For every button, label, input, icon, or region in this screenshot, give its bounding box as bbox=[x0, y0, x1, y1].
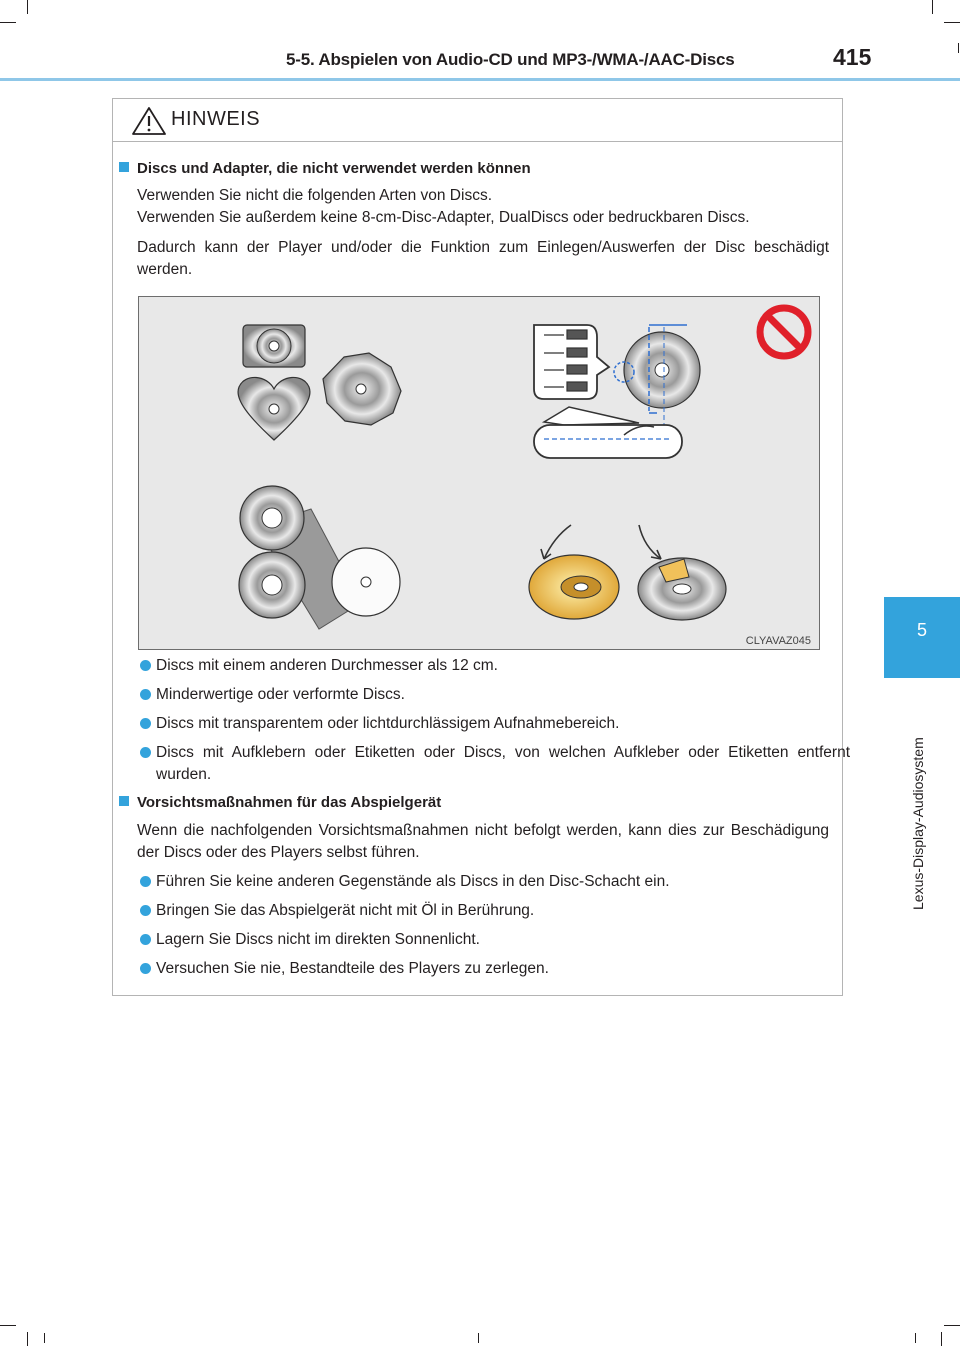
section-heading-text: Vorsichtsmaßnahmen für das Abspielgerät bbox=[137, 794, 442, 811]
list-item bbox=[140, 742, 850, 786]
crop-mark bbox=[0, 1325, 16, 1326]
disc-illustration-graphic bbox=[139, 297, 819, 649]
bullet-dot-icon bbox=[140, 876, 151, 887]
section-heading bbox=[118, 160, 531, 177]
list-item bbox=[140, 713, 850, 735]
crop-mark bbox=[958, 43, 959, 53]
crop-mark bbox=[44, 1333, 45, 1343]
paragraph: Verwenden Sie nicht die folgenden Arten von Discs. bbox=[137, 187, 493, 204]
section-heading bbox=[118, 794, 441, 811]
section-heading-text: Discs und Adapter, die nicht verwendet werden können bbox=[137, 160, 531, 177]
bullet-dot-icon bbox=[140, 963, 151, 974]
list-item bbox=[140, 900, 850, 922]
paragraph: Verwenden Sie außerdem keine 8-cm-Disc-Adapter, DualDiscs oder bedruckbaren Discs. bbox=[137, 209, 750, 226]
chapter-title: Lexus-Display-Audiosystem bbox=[910, 737, 926, 910]
list-item-text: Lagern Sie Discs nicht im direkten Sonnenlicht. bbox=[156, 931, 480, 948]
bullet-dot-icon bbox=[140, 660, 151, 671]
crop-mark bbox=[478, 1333, 479, 1343]
page-number: 415 bbox=[833, 44, 872, 70]
bullet-dot-icon bbox=[140, 934, 151, 945]
list-item-text: Bringen Sie das Abspielgerät nicht mit Öl in Berührung. bbox=[156, 902, 535, 919]
crop-mark bbox=[944, 1325, 960, 1326]
list-item bbox=[140, 655, 850, 677]
crop-mark bbox=[932, 0, 933, 14]
prohibition-icon bbox=[755, 303, 813, 361]
list-item-text: Discs mit transparentem oder lichtdurchlässigem Aufnahmebereich. bbox=[156, 715, 620, 732]
notice-title: HINWEIS bbox=[171, 108, 261, 130]
chapter-number: 5 bbox=[916, 620, 927, 640]
chapter-tab[interactable] bbox=[884, 597, 960, 678]
notice-header bbox=[113, 99, 842, 142]
list-item bbox=[140, 958, 850, 980]
paragraph: Dadurch kann der Player und/oder die Funktion zum Einlegen/Auswerfen der Disc beschädigt werden. bbox=[137, 239, 829, 278]
list-item-text: Führen Sie keine anderen Gegenstände als Discs in den Disc-Schacht ein. bbox=[156, 873, 670, 890]
crop-mark bbox=[0, 22, 16, 23]
bullet-dot-icon bbox=[140, 905, 151, 916]
crop-mark bbox=[27, 0, 28, 14]
chapter-title-vertical bbox=[908, 690, 932, 910]
section-square-icon bbox=[119, 796, 129, 806]
list-item bbox=[140, 929, 850, 951]
list-item bbox=[140, 684, 850, 706]
section-square-icon bbox=[119, 162, 129, 172]
list-item-text: Minderwertige oder verformte Discs. bbox=[156, 686, 405, 703]
bullet-dot-icon bbox=[140, 718, 151, 729]
warning-triangle-icon bbox=[131, 106, 167, 136]
crop-mark bbox=[941, 1332, 942, 1346]
crop-mark bbox=[944, 22, 960, 23]
illustration-code: CLYAVAZ045 bbox=[745, 635, 811, 647]
paragraph: Wenn die nachfolgenden Vorsichtsmaßnahmen nicht befolgt werden, kann dies zur Beschädigung der Discs oder des Players selbst führen. bbox=[137, 822, 829, 861]
bullet-dot-icon bbox=[140, 689, 151, 700]
list-item bbox=[140, 871, 850, 893]
list-item-text: Versuchen Sie nie, Bestandteile des Players zu zerlegen. bbox=[156, 960, 549, 977]
crop-mark bbox=[915, 1333, 916, 1343]
list-item-text: Discs mit einem anderen Durchmesser als 12 cm. bbox=[156, 657, 498, 674]
disc-illustration bbox=[138, 296, 820, 650]
list-item-text: Discs mit Aufklebern oder Etiketten oder Discs, von welchen Aufkleber oder Etiketten entfernt wurden. bbox=[156, 744, 850, 783]
running-head: 5-5. Abspielen von Audio-CD und MP3-/WMA-/AAC-Discs bbox=[286, 50, 735, 69]
header-rule bbox=[0, 78, 960, 81]
notice-box bbox=[112, 98, 850, 996]
crop-mark bbox=[27, 1332, 28, 1346]
bullet-dot-icon bbox=[140, 747, 151, 758]
